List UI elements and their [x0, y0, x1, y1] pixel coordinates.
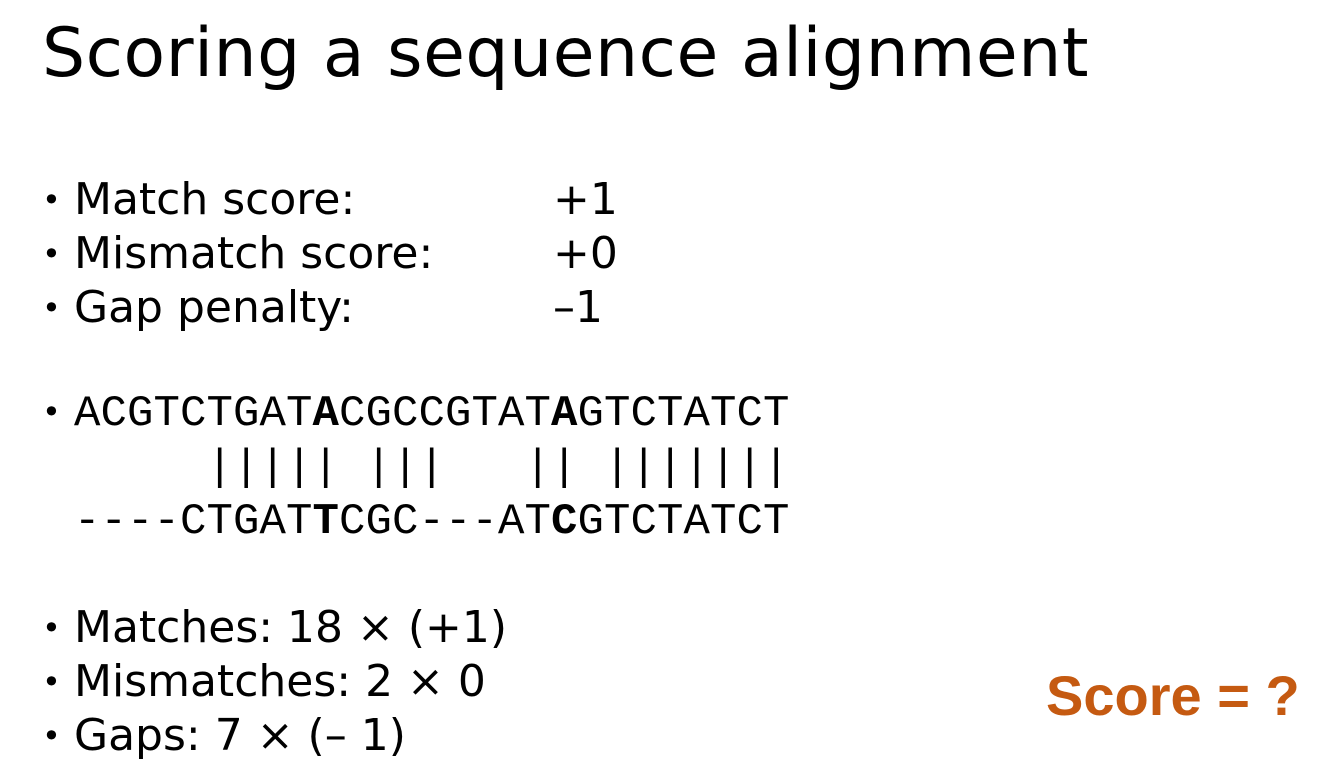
sequence-char	[101, 446, 128, 490]
score-question: Score = ?	[1046, 664, 1300, 727]
sequence-char: |	[551, 443, 578, 493]
sequence-char: T	[604, 389, 631, 439]
sequence-char: |	[418, 443, 445, 493]
sequence-char: A	[312, 389, 339, 439]
sequence-char	[498, 446, 525, 490]
sequence-char: C	[551, 497, 578, 547]
sequence-char: T	[153, 389, 180, 439]
sequence-char: T	[524, 497, 551, 547]
bullet-icon: •	[42, 289, 61, 327]
sequence-char	[472, 446, 499, 490]
sequence-char	[339, 446, 366, 490]
sequence-char: A	[259, 497, 286, 547]
sequence-char: C	[339, 389, 366, 439]
bullet-icon: •	[42, 181, 61, 219]
alignment-bullet	[42, 384, 74, 440]
sequence-char: C	[736, 497, 763, 547]
param-label: Match score:	[74, 174, 356, 225]
sequence-char: A	[498, 497, 525, 547]
sequence-char	[180, 446, 207, 490]
sequence-char: A	[498, 389, 525, 439]
sequence-char: A	[683, 389, 710, 439]
sequence-char: G	[233, 497, 260, 547]
sequence-char: |	[736, 443, 763, 493]
sequence-char: T	[206, 497, 233, 547]
sequence-char: G	[577, 497, 604, 547]
sequence-char: T	[604, 497, 631, 547]
sequence-char: |	[630, 443, 657, 493]
sequence-char: A	[259, 389, 286, 439]
sequence-char: C	[392, 497, 419, 547]
sequence-char: |	[233, 443, 260, 493]
sequence-char: C	[630, 497, 657, 547]
sequence-char: C	[180, 497, 207, 547]
param-label: Gap penalty:	[74, 282, 354, 333]
sequence-char: G	[365, 389, 392, 439]
sequence-char: C	[736, 389, 763, 439]
bullet-icon: •	[42, 609, 61, 647]
sequence-char: |	[286, 443, 313, 493]
alignment-top-sequence	[74, 389, 790, 439]
tally-text: Mismatches: 2 × 0	[74, 656, 486, 707]
sequence-char: |	[524, 443, 551, 493]
sequence-char: -	[471, 497, 498, 547]
sequence-char: C	[630, 389, 657, 439]
param-label: Mismatch score:	[74, 228, 434, 279]
sequence-char: T	[657, 389, 684, 439]
sequence-char: G	[127, 389, 154, 439]
param-item-gap	[42, 280, 354, 336]
sequence-char: |	[392, 443, 419, 493]
sequence-char: -	[100, 497, 127, 547]
param-item-mismatch	[42, 226, 433, 282]
sequence-char: |	[763, 443, 790, 493]
param-item-match	[42, 172, 355, 228]
sequence-char	[445, 446, 472, 490]
param-value: –1	[553, 282, 603, 333]
slide-title: Scoring a sequence alignment	[42, 14, 1090, 93]
sequence-char: |	[312, 443, 339, 493]
sequence-char: T	[710, 497, 737, 547]
sequence-char: T	[312, 497, 339, 547]
sequence-char: A	[551, 389, 578, 439]
sequence-char: C	[180, 389, 207, 439]
sequence-char: T	[657, 497, 684, 547]
sequence-char: |	[657, 443, 684, 493]
sequence-char: T	[206, 389, 233, 439]
tally-text: Gaps: 7 × (– 1)	[74, 710, 406, 761]
sequence-char: -	[127, 497, 154, 547]
sequence-char: G	[445, 389, 472, 439]
sequence-char: |	[206, 443, 233, 493]
sequence-char: A	[74, 389, 101, 439]
sequence-char: C	[339, 497, 366, 547]
param-value: +0	[553, 228, 618, 279]
sequence-char	[127, 446, 154, 490]
alignment-bottom-sequence	[74, 497, 790, 547]
sequence-char: T	[763, 497, 790, 547]
sequence-char: T	[763, 389, 790, 439]
tally-item-matches	[42, 600, 507, 656]
bullet-icon: •	[42, 235, 61, 273]
param-value: +1	[553, 174, 618, 225]
sequence-char: T	[286, 497, 313, 547]
sequence-char: T	[471, 389, 498, 439]
bullet-icon: •	[42, 663, 61, 701]
tally-item-mismatches	[42, 654, 486, 710]
sequence-char: |	[365, 443, 392, 493]
sequence-char: -	[153, 497, 180, 547]
bullet-icon: •	[42, 717, 61, 755]
sequence-char: |	[259, 443, 286, 493]
alignment-match-bars	[74, 443, 790, 493]
sequence-char: T	[710, 389, 737, 439]
sequence-char	[74, 446, 101, 490]
sequence-char: T	[286, 389, 313, 439]
sequence-char: G	[365, 497, 392, 547]
sequence-char: -	[445, 497, 472, 547]
sequence-char	[154, 446, 181, 490]
sequence-char: |	[604, 443, 631, 493]
sequence-char: C	[100, 389, 127, 439]
sequence-char: A	[683, 497, 710, 547]
sequence-char: C	[418, 389, 445, 439]
sequence-char: |	[710, 443, 737, 493]
sequence-char: -	[74, 497, 101, 547]
sequence-char	[578, 446, 605, 490]
sequence-char: -	[418, 497, 445, 547]
tally-text: Matches: 18 × (+1)	[74, 602, 508, 653]
sequence-char: G	[233, 389, 260, 439]
sequence-char: |	[683, 443, 710, 493]
sequence-char: C	[392, 389, 419, 439]
sequence-char: G	[577, 389, 604, 439]
sequence-char: T	[524, 389, 551, 439]
tally-item-gaps	[42, 708, 406, 764]
bullet-icon: •	[42, 393, 61, 431]
